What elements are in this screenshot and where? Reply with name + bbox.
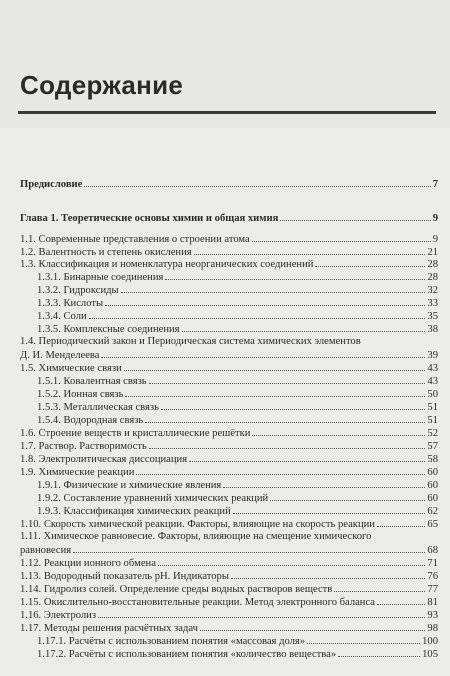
- toc-page-number: 58: [427, 454, 438, 465]
- toc-entry: [37, 400, 438, 414]
- toc-page-number: 98: [427, 623, 438, 634]
- toc-page-number: 60: [427, 467, 438, 478]
- toc-dot-leader: [252, 426, 425, 436]
- toc-page-number: 43: [427, 363, 438, 374]
- toc-page-number: 50: [427, 389, 438, 400]
- toc-entry-title: 1.5.1. Ковалентная связь: [37, 376, 147, 387]
- toc-dot-leader: [338, 647, 420, 657]
- toc-entry-title: 1.3.1. Бинарные соединения: [37, 272, 164, 283]
- toc-entry-title: 1.4. Периодический закон и Периодическая система химических элементов: [20, 336, 361, 347]
- toc-entry: [20, 177, 438, 191]
- toc-page-number: 9: [432, 213, 438, 224]
- toc-page-number: 28: [427, 259, 438, 270]
- toc-page-number: 65: [427, 519, 438, 530]
- toc-page-number: 33: [427, 298, 438, 309]
- toc-entry-title: Предисловие: [20, 179, 83, 190]
- toc-dot-leader: [145, 413, 425, 423]
- toc-entry: [20, 556, 438, 570]
- toc-dot-leader: [233, 504, 426, 514]
- toc-entry: [20, 595, 438, 609]
- toc-entry: [37, 270, 438, 284]
- toc-dot-leader: [161, 400, 425, 410]
- toc-entry-title: 1.14. Гидролиз солей. Определение среды водных растворов веществ: [20, 584, 333, 595]
- toc-entry: [20, 465, 438, 479]
- toc-entry-title: 1.8. Электролитическая диссоциация: [20, 454, 188, 465]
- toc-page-number: 76: [427, 571, 438, 582]
- toc-page-number: 38: [427, 324, 438, 335]
- toc-page-number: 60: [427, 480, 438, 491]
- toc-page-number: 51: [427, 415, 438, 426]
- toc-page-number: 32: [427, 285, 438, 296]
- toc-entry-title: 1.11. Химическое равновесие. Факторы, влияющие на смещение химического: [20, 531, 372, 542]
- toc-entry: [20, 211, 438, 225]
- toc-entry-title: 1.17. Методы решения расчётных задач: [20, 623, 198, 634]
- toc-page-number: 62: [427, 506, 438, 517]
- toc-entry: [37, 309, 438, 323]
- toc-entry: [20, 452, 438, 466]
- toc-dot-leader: [189, 452, 425, 462]
- toc-entry: [20, 257, 438, 271]
- toc-dot-leader: [252, 232, 431, 242]
- title-rule: [18, 111, 436, 114]
- toc-dot-leader: [307, 634, 420, 644]
- header-band: [0, 0, 450, 128]
- toc-dot-leader: [280, 211, 430, 221]
- toc-dot-leader: [149, 374, 426, 384]
- toc-page-number: 28: [427, 272, 438, 283]
- toc-page-number: 71: [427, 558, 438, 569]
- toc-entry-title: 1.1. Современные представления о строении атома: [20, 234, 250, 245]
- toc-entry-title: 1.5.4. Водородная связь: [37, 415, 144, 426]
- toc-entry-title: 1.5. Химические связи: [20, 363, 122, 374]
- toc-page-number: 105: [422, 649, 438, 660]
- toc-entry-title: 1.9.3. Классификация химических реакций: [37, 506, 231, 517]
- toc-dot-leader: [182, 322, 426, 332]
- toc-entry: [20, 439, 438, 453]
- toc-entry: [20, 569, 438, 583]
- toc-entry: [37, 504, 438, 518]
- toc-page-number: 21: [427, 247, 438, 258]
- toc-dot-leader: [101, 348, 425, 358]
- toc-entry-title: 1.9.2. Составление уравнений химических реакций: [37, 493, 269, 504]
- toc-entry: [20, 361, 438, 375]
- toc-entry-title: 1.3.3. Кислоты: [37, 298, 104, 309]
- toc-entry: [20, 608, 438, 622]
- toc-entry-title: 1.17.1. Расчёты с использованием понятия «массовая доля»: [37, 636, 306, 647]
- toc-dot-leader: [136, 465, 425, 475]
- toc-page-number: 43: [427, 376, 438, 387]
- toc-page-number: 52: [427, 428, 438, 439]
- toc-entry-title: 1.7. Раствор. Растворимость: [20, 441, 147, 452]
- toc-page-number: 68: [427, 545, 438, 556]
- toc-entry-title: 1.15. Окислительно-восстановительные реакции. Метод электронного баланса: [20, 597, 376, 608]
- toc-page-number: 93: [427, 610, 438, 621]
- toc-page-number: 39: [427, 350, 438, 361]
- toc-entry-title: 1.5.2. Ионная связь: [37, 389, 124, 400]
- toc-dot-leader: [121, 283, 426, 293]
- toc-entry: [37, 296, 438, 310]
- toc-entry-title: 1.6. Строение веществ и кристаллические решётки: [20, 428, 251, 439]
- toc-entry-title: 1.13. Водородный показатель pH. Индикаторы: [20, 571, 229, 582]
- toc-entry-title: 1.12. Реакции ионного обмена: [20, 558, 156, 569]
- toc-page-number: 57: [427, 441, 438, 452]
- toc-entry-title: 1.3.2. Гидроксиды: [37, 285, 119, 296]
- toc-page-number: 35: [427, 311, 438, 322]
- toc-dot-leader: [84, 177, 430, 187]
- toc-dot-leader: [125, 387, 425, 397]
- toc-entry-title: 1.3.4. Соли: [37, 311, 87, 322]
- toc-page-number: 51: [427, 402, 438, 413]
- toc-entry-title: 1.3. Классификация и номенклатура неорганических соединений: [20, 259, 314, 270]
- toc-entry-title: Глава 1. Теоретические основы химии и общая химия: [20, 213, 279, 224]
- toc-entry: [37, 374, 438, 388]
- toc-dot-leader: [124, 361, 426, 371]
- toc-entry: [20, 232, 438, 246]
- toc-entry-title: 1.2. Валентность и степень окисления: [20, 247, 192, 258]
- toc-entry-title: 1.16. Электролиз: [20, 610, 97, 621]
- toc-dot-leader: [334, 582, 425, 592]
- toc-page-number: 100: [422, 636, 438, 647]
- toc-dot-leader: [194, 245, 426, 255]
- toc-entry-title: 1.3.5. Комплексные соединения: [37, 324, 180, 335]
- toc-entry: [37, 283, 438, 297]
- toc-page-number: 7: [432, 179, 438, 190]
- toc-dot-leader: [105, 296, 425, 306]
- toc-entry: [20, 530, 438, 557]
- toc-dot-leader: [377, 517, 425, 527]
- toc-dot-leader: [315, 257, 425, 267]
- toc-dot-leader: [223, 478, 425, 488]
- toc-entry-line: [20, 348, 438, 362]
- toc-entry: [37, 387, 438, 401]
- toc-entry: [37, 322, 438, 336]
- toc-dot-leader: [165, 270, 425, 280]
- toc-entry-title: 1.9.1. Физические и химические явления: [37, 480, 222, 491]
- page-title: Содержание: [20, 70, 184, 100]
- toc-dot-leader: [231, 569, 425, 579]
- toc-dot-leader: [73, 543, 425, 553]
- toc-entry-title: 1.17.2. Расчёты с использованием понятия «количество вещества»: [37, 649, 337, 660]
- toc-page-number: 9: [432, 234, 438, 245]
- toc-entry: [20, 335, 438, 362]
- toc-entry-title: 1.9. Химические реакции: [20, 467, 135, 478]
- toc-dot-leader: [89, 309, 426, 319]
- toc-entry: [20, 621, 438, 635]
- toc-page-number: 60: [427, 493, 438, 504]
- toc-dot-leader: [377, 595, 425, 605]
- toc-entry-title-cont: равновесия: [20, 545, 72, 556]
- toc-dot-leader: [270, 491, 425, 501]
- toc-page-number: 81: [427, 597, 438, 608]
- toc-entry: [37, 478, 438, 492]
- toc-dot-leader: [158, 556, 425, 566]
- toc-dot-leader: [149, 439, 426, 449]
- toc-entry-title-cont: Д. И. Менделеева: [20, 350, 100, 361]
- toc-entry: [20, 426, 438, 440]
- toc-entry: [37, 491, 438, 505]
- toc-entry-title: 1.10. Скорость химической реакции. Факторы, влияющие на скорость реакции: [20, 519, 375, 530]
- toc-page-number: 77: [427, 584, 438, 595]
- toc-dot-leader: [98, 608, 425, 618]
- toc-entry: [20, 517, 438, 531]
- toc-entry: [37, 647, 438, 661]
- toc-entry-line: [20, 543, 438, 557]
- toc-entry: [37, 413, 438, 427]
- toc-entry-title: 1.5.3. Металлическая связь: [37, 402, 159, 413]
- toc-entry: [20, 582, 438, 596]
- toc-dot-leader: [200, 621, 425, 631]
- toc-entry: [37, 634, 438, 648]
